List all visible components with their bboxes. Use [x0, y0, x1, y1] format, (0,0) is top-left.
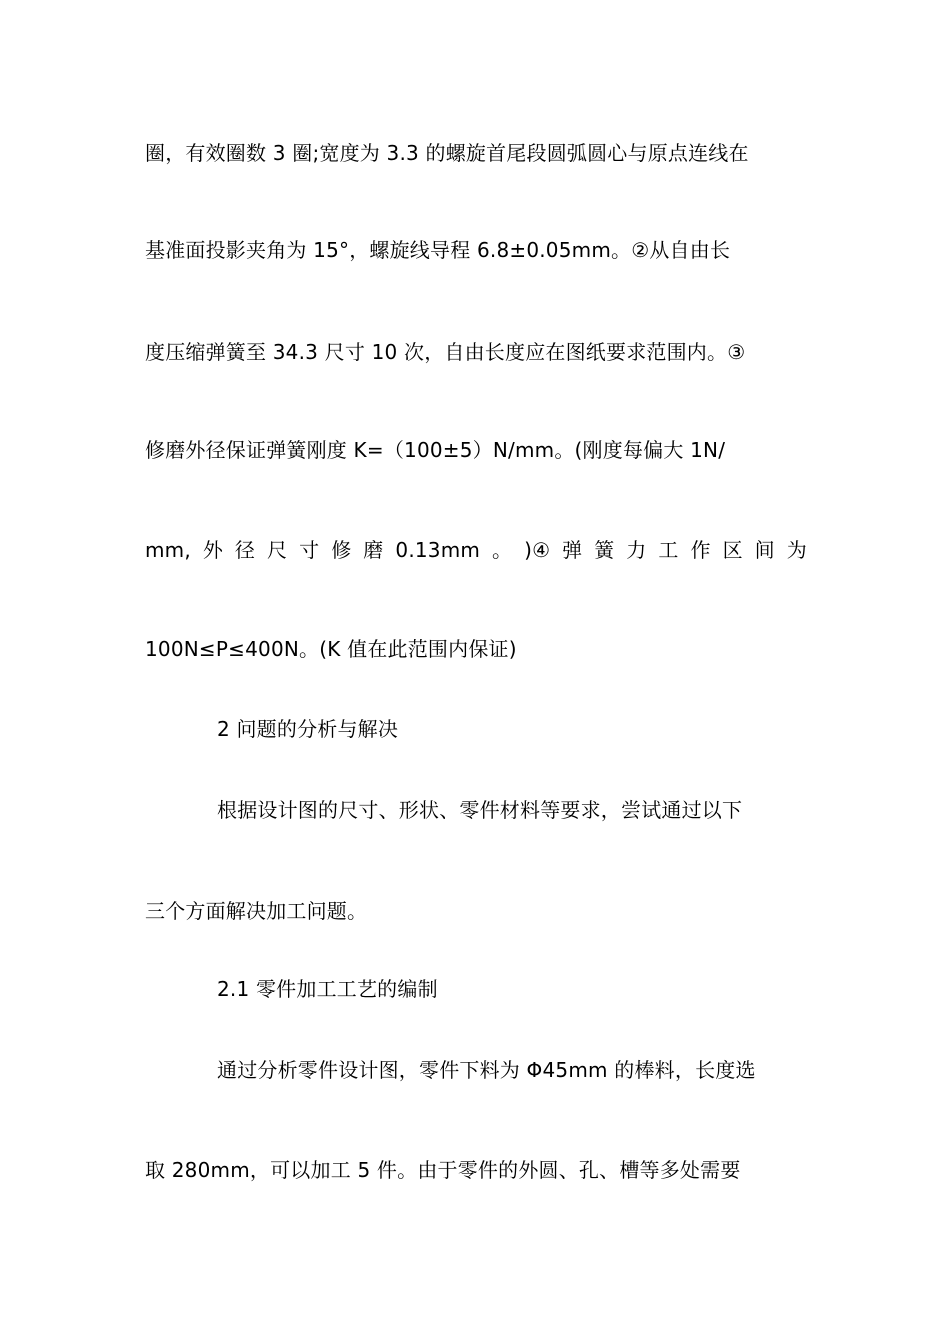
word: mm,	[145, 538, 191, 562]
paragraph-line-5-spread	[145, 536, 807, 564]
section-heading-2-1: 2.1 零件加工工艺的编制	[217, 977, 438, 1001]
word: 区	[722, 538, 743, 562]
word: 修	[331, 538, 352, 562]
word: )④	[524, 538, 551, 562]
word: 弹	[562, 538, 583, 562]
paragraph-line-3: 度压缩弹簧至 34.3 尺寸 10 次，自由长度应在图纸要求范围内。③	[145, 340, 746, 364]
paragraph-line-4: 修磨外径保证弹簧刚度 K=（100±5）N/mm。(刚度每偏大 1N/	[145, 438, 726, 462]
paragraph-line-8: 三个方面解决加工问题。	[145, 899, 368, 923]
word: 0.13mm	[395, 538, 481, 562]
word: 工	[658, 538, 679, 562]
word: 间	[754, 538, 775, 562]
paragraph-line-6: 100N≤P≤400N。(K 值在此范围内保证)	[145, 637, 517, 661]
word: 外	[202, 538, 224, 562]
word: 寸	[299, 538, 320, 562]
word: 径	[234, 538, 256, 562]
word: 为	[786, 538, 807, 562]
paragraph-line-10: 取 280mm，可以加工 5 件。由于零件的外圆、孔、槽等多处需要	[145, 1158, 741, 1182]
paragraph-line-9: 通过分析零件设计图，零件下料为 Φ45mm 的棒料，长度选	[217, 1058, 756, 1082]
word: 力	[626, 538, 647, 562]
paragraph-line-2: 基准面投影夹角为 15°，螺旋线导程 6.8±0.05mm。②从自由长	[145, 238, 731, 262]
word: 磨	[363, 538, 384, 562]
paragraph-line-7: 根据设计图的尺寸、形状、零件材料等要求，尝试通过以下	[217, 798, 743, 822]
word: 尺	[267, 538, 288, 562]
section-heading-2: 2 问题的分析与解决	[217, 717, 399, 741]
word: 作	[690, 538, 711, 562]
word: 。	[491, 538, 513, 562]
paragraph-line-1: 圈，有效圈数 3 圈;宽度为 3.3 的螺旋首尾段圆弧圆心与原点连线在	[145, 141, 749, 165]
word: 簧	[594, 538, 615, 562]
